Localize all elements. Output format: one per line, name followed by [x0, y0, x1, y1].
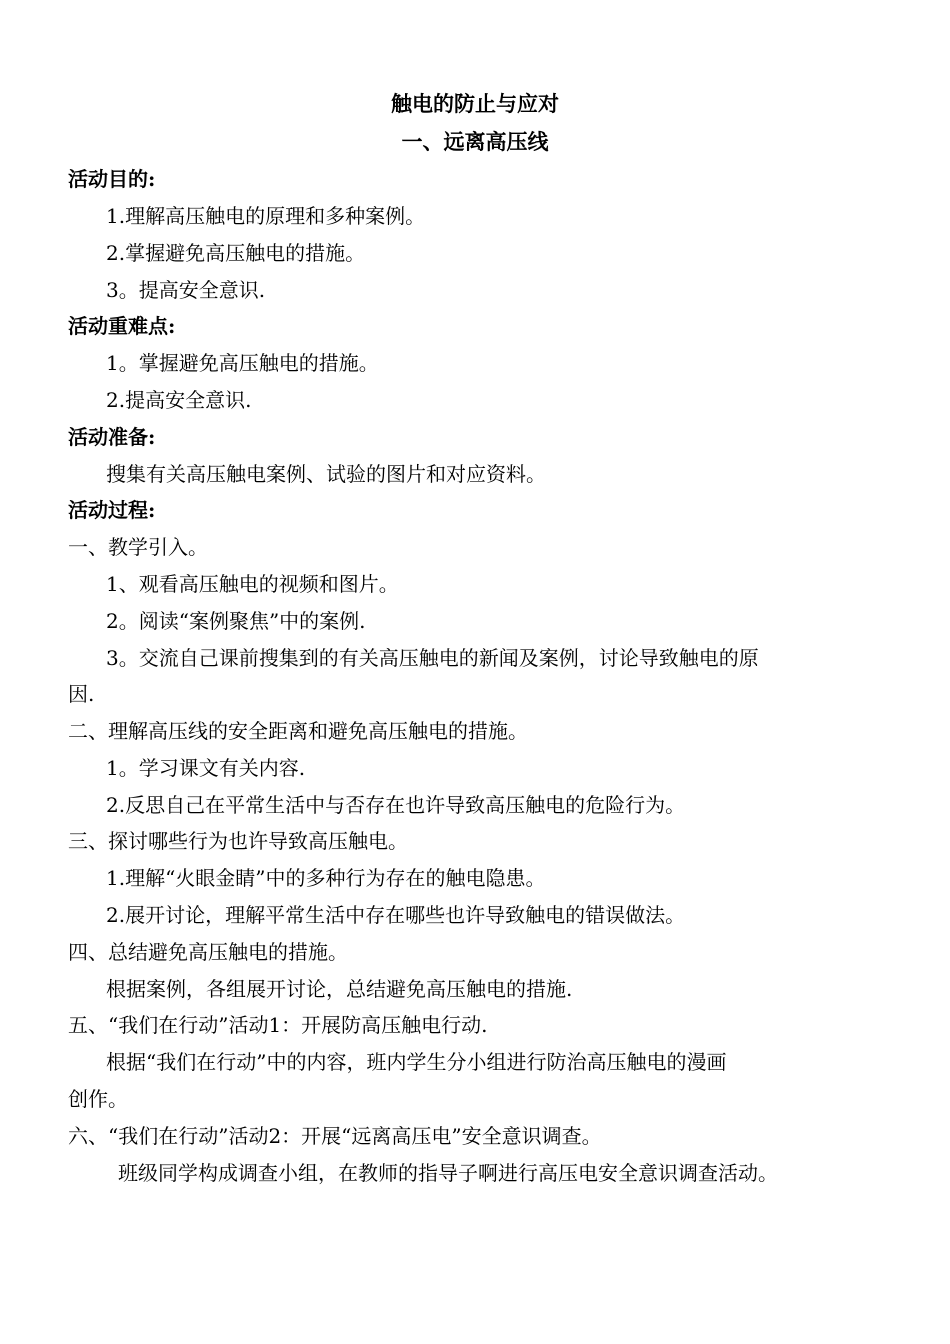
- section-3-heading: 三、探讨哪些行为也许导致高压触电。: [68, 829, 408, 853]
- section-2-heading: 二、理解高压线的安全距离和避免高压触电的措施。: [68, 719, 528, 743]
- section-6-heading: 六、“我们在行动”活动2：开展“远离高压电”安全意识调查。: [68, 1124, 602, 1148]
- section-2-item-2: 2.反思自己在平常生活中与否存在也许导致高压触电的危险行为。: [106, 793, 686, 817]
- section-1-item-2: 2。阅读“案例聚焦”中的案例.: [106, 609, 366, 633]
- key-point-2: 2.提高安全意识.: [106, 388, 252, 412]
- section-2-item-1: 1。学习课文有关内容.: [106, 756, 306, 780]
- key-point-1: 1。掌握避免高压触电的措施。: [106, 351, 379, 375]
- document-subtitle: 一、远离高压线: [401, 129, 549, 154]
- section-1-item-3: 3。交流自己课前搜集到的有关高压触电的新闻及案例，讨论导致触电的原: [106, 646, 759, 670]
- goal-item-1: 1.理解高压触电的原理和多种案例。: [106, 204, 426, 228]
- section-1-heading: 一、教学引入。: [68, 535, 208, 559]
- section-3-item-1: 1.理解“火眼金睛”中的多种行为存在的触电隐患。: [106, 866, 546, 890]
- section-4-heading: 四、总结避免高压触电的措施。: [68, 940, 348, 964]
- goal-item-3: 3。提高安全意识.: [106, 278, 266, 302]
- preparation-heading: 活动准备:: [68, 425, 156, 449]
- goal-heading: 活动目的:: [68, 167, 156, 191]
- section-5-item-1-continued: 创作。: [68, 1087, 128, 1111]
- section-3-item-2: 2.展开讨论，理解平常生活中存在哪些也许导致触电的错误做法。: [106, 903, 686, 927]
- section-4-item-1: 根据案例，各组展开讨论，总结避免高压触电的措施.: [106, 977, 573, 1001]
- section-6-item-1: 班级同学构成调查小组，在教师的指导子啊进行高压电安全意识调查活动。: [118, 1161, 778, 1185]
- document-title: 触电的防止与应对: [391, 91, 559, 116]
- section-1-item-3-continued: 因.: [68, 682, 95, 706]
- section-1-item-1: 1、观看高压触电的视频和图片。: [106, 572, 399, 596]
- goal-item-2: 2.掌握避免高压触电的措施。: [106, 241, 366, 265]
- key-points-heading: 活动重难点:: [68, 314, 176, 338]
- process-heading: 活动过程:: [68, 498, 156, 522]
- section-5-heading: 五、“我们在行动”活动1：开展防高压触电行动.: [68, 1013, 488, 1037]
- section-5-item-1: 根据“我们在行动”中的内容，班内学生分小组进行防治高压触电的漫画: [106, 1050, 727, 1074]
- preparation-text: 搜集有关高压触电案例、试验的图片和对应资料。: [106, 462, 546, 486]
